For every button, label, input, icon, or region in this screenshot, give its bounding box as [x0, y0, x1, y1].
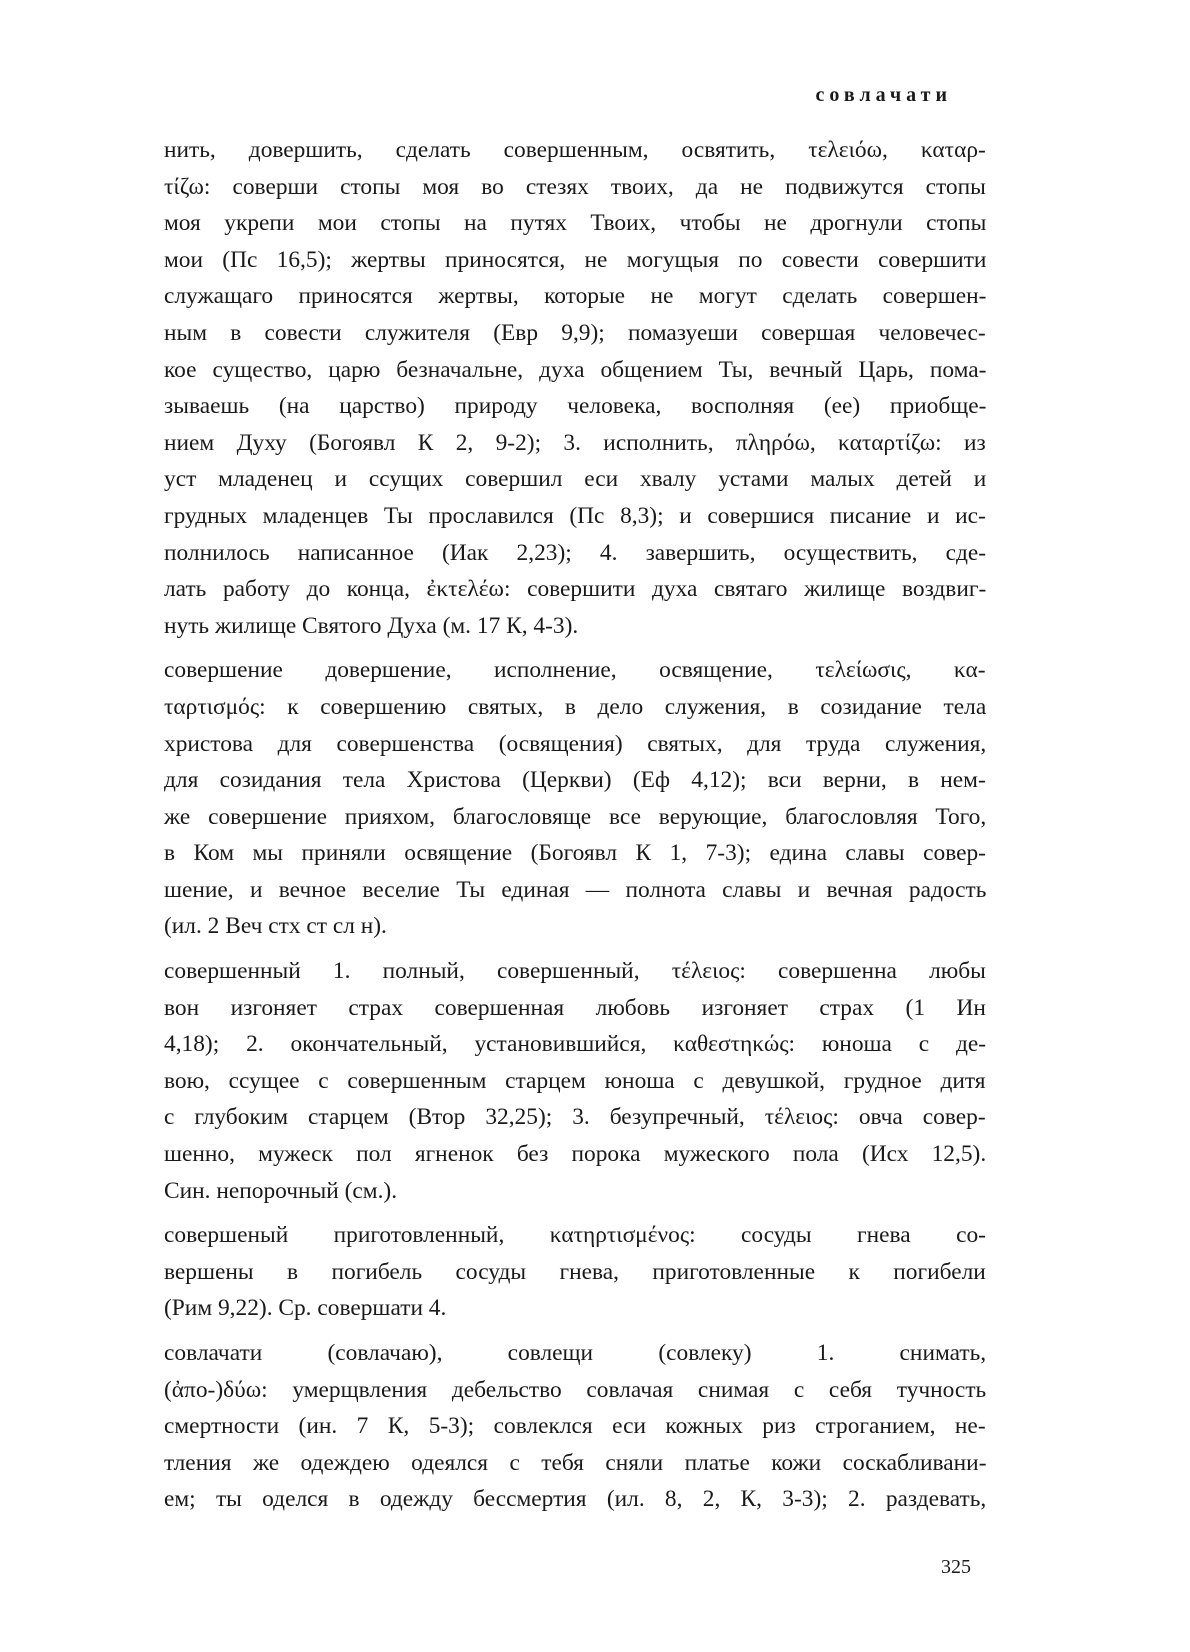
- text-line: нуть жилище Святого Духа (м. 17 К, 4-3).: [164, 612, 579, 639]
- running-head: совлачати: [815, 84, 952, 106]
- entry-sovershennyi: [164, 953, 986, 1209]
- text-line: зываешь (на царство) природу человека, восполняя (ее) приобще-: [164, 393, 987, 420]
- entry-sovershenie: [164, 652, 986, 945]
- text-line: кое существо, царю безначальне, духа общением Ты, вечный Царь, пома-: [164, 356, 987, 383]
- text-line: христова для совершенства (освящения) святых, для труда служения,: [164, 730, 987, 757]
- text-line: вершены в погибель сосуды гнева, приготовленные к погибели: [164, 1258, 986, 1285]
- text-line: нить, довершить, сделать совершенным, освятить, τελειόω, καταρ-: [164, 137, 986, 163]
- text-line: с глубоким старцем (Втор 32,25); 3. безупречный, τέλειος: овча совер-: [164, 1104, 986, 1131]
- text-line: совершенный 1. полный, совершенный, τέλειος: совершенна любы: [164, 958, 986, 985]
- text-line: полнилось написанное (Иак 2,23); 4. завершить, осуществить, сде-: [164, 539, 987, 566]
- text-line: тления же одеждею одеялся с тебя сняли платье кожи соскабливани-: [164, 1449, 987, 1476]
- text-line: нием Духу (Богоявл К 2, 9-2); 3. исполнить, πληρόω, καταρτίζω: из: [164, 429, 986, 456]
- text-line: уст младенец и ссущих совершил еси хвалу устами малых детей и: [164, 466, 987, 493]
- text-line: совершеный приготовленный, κατηρτισμένος: сосуды гнева со-: [164, 1222, 986, 1249]
- text-line: лать работу до конца, ἐκτελέω: совершити духа святаго жилище воздвиг-: [164, 576, 987, 603]
- text-line: совершение довершение, исполнение, освящение, τελείωσις, κα-: [164, 657, 986, 684]
- text-line: смертности (ин. 7 К, 5-3); совлеклся еси кожных риз строганием, не-: [164, 1413, 986, 1440]
- text-line: грудных младенцев Ты прославился (Пс 8,3); и совершися писание и ис-: [164, 502, 986, 529]
- text-line: (ἀπο-)δύω: умерщвления дебельство совлачая снимая с себя тучность: [164, 1376, 987, 1403]
- text-line: служащаго приносятся жертвы, которые не могут сделать совершен-: [164, 283, 987, 310]
- text-line: в Ком мы приняли освящение (Богоявл К 1, 7-3); едина славы совер-: [164, 840, 986, 867]
- text-line: шение, и вечное веселие Ты единая — полнота славы и вечная радость: [164, 876, 987, 903]
- entry-sovlachati: [164, 1335, 986, 1518]
- text-line: ным в совести служителя (Евр 9,9); помазуеши совершая человечес-: [164, 319, 986, 346]
- text-line: ταρτισμός: к совершению святых, в дело служения, в созидание тела: [164, 693, 987, 720]
- dictionary-text: [164, 132, 986, 1526]
- text-line: же совершение прияхом, благословяще все верующие, благословляя Того,: [164, 803, 987, 830]
- text-line: вон изгоняет страх совершенная любовь изгоняет страх (1 Ин: [164, 994, 986, 1021]
- text-line: ем; ты оделся в одежду бессмертия (ил. 8, 2, К, 3-3); 2. раздевать,: [164, 1486, 987, 1513]
- text-line: (Рим 9,22). Ср. совершати 4.: [164, 1295, 447, 1322]
- text-line: 4,18); 2. окончательный, установившийся, καθεστηκώς: юноша с де-: [164, 1031, 987, 1058]
- text-line: для созидания тела Христова (Церкви) (Еф 4,12); вси верни, в нем-: [164, 767, 986, 794]
- text-line: τίζω: соверши стопы моя во стезях твоих, да не подвижутся стопы: [164, 173, 986, 200]
- entry-sovershenyi: [164, 1217, 986, 1327]
- text-line: шенно, мужеск пол ягненок без порока мужеского пола (Исх 12,5).: [164, 1141, 987, 1168]
- page-number: 325: [941, 1556, 971, 1578]
- text-line: моя укрепи мои стопы на путях Твоих, чтобы не дрогнули стопы: [164, 210, 987, 237]
- text-line: совлачати (совлачаю), совлещи (совлеку) 1. снимать,: [164, 1340, 987, 1366]
- entry-continuation: [164, 132, 986, 644]
- text-line: вою, ссущее с совершенным старцем юноша с девушкой, грудное дитя: [164, 1067, 986, 1094]
- text-line: мои (Пс 16,5); жертвы приносятся, не могущыя по совести совершити: [164, 246, 987, 273]
- text-line: (ил. 2 Веч стх ст сл н).: [164, 913, 387, 940]
- text-line: Син. непорочный (см.).: [164, 1177, 398, 1204]
